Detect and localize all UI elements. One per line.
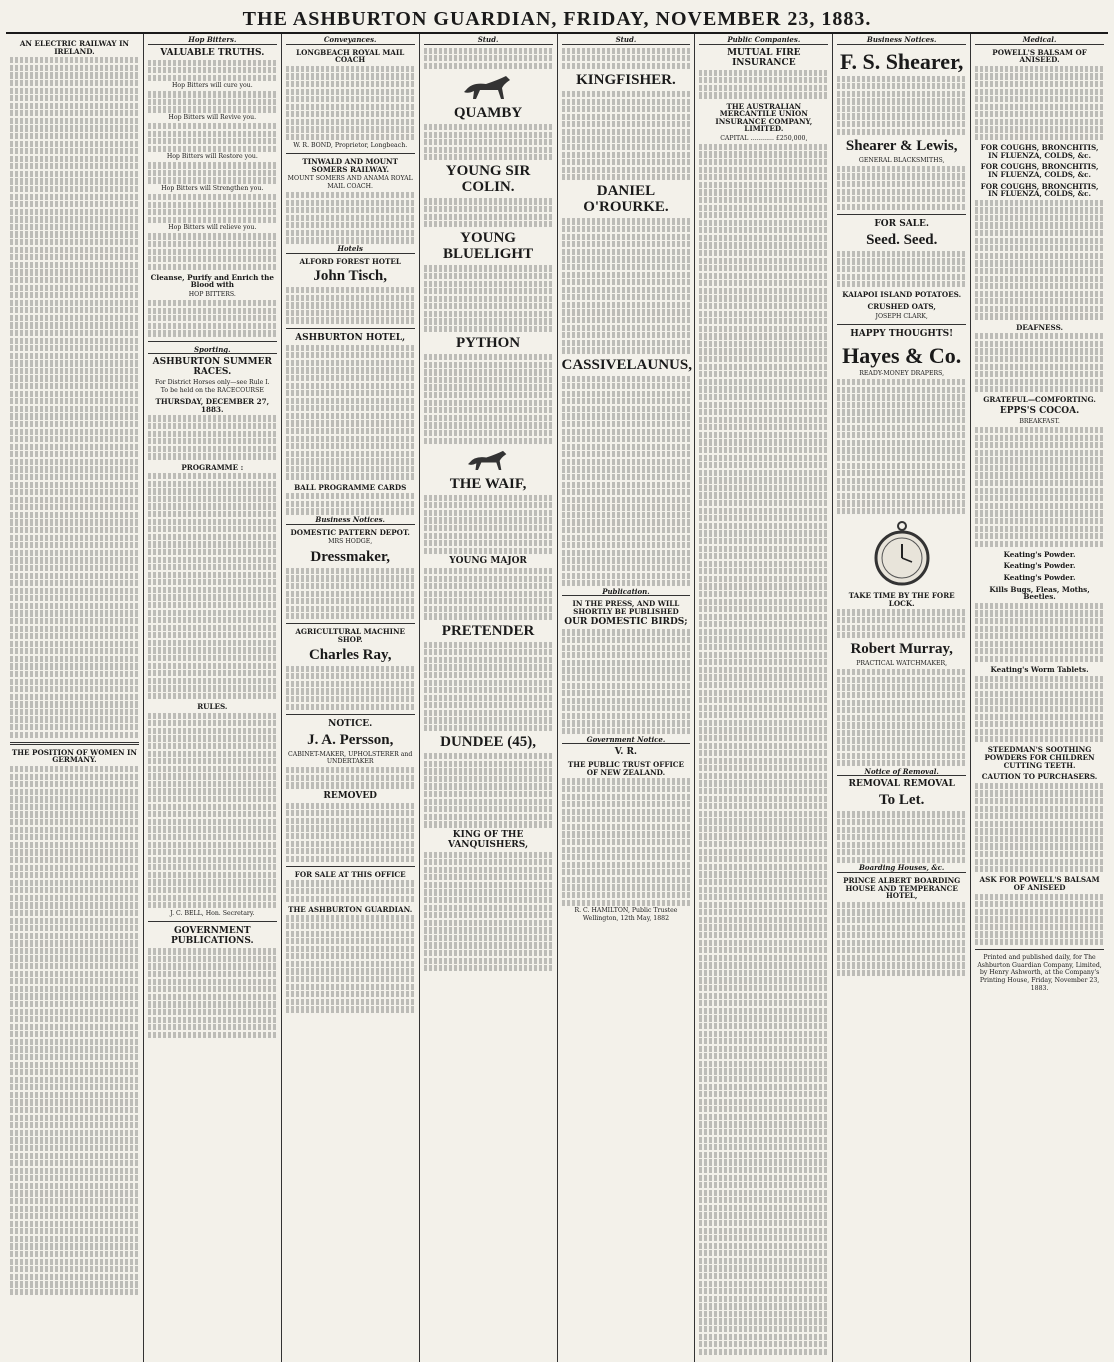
ad-body (837, 609, 966, 638)
ad-government-publications: GOVERNMENT PUBLICATIONS. (170, 926, 254, 947)
ad-body (837, 902, 966, 976)
horse-illustration (424, 72, 553, 102)
horse-illustration (424, 447, 553, 473)
ad-vanquishers: KING OF THE VANQUISHERS, (448, 829, 529, 850)
divider (286, 866, 415, 867)
column-header: Conveyances. (286, 36, 415, 45)
ad-body (286, 666, 415, 710)
ad-kaiapoi: KAIAPOI ISLAND POTATOES. (842, 290, 962, 300)
divider (286, 714, 415, 715)
ad-body (837, 166, 966, 210)
ad-body (975, 333, 1104, 392)
horse-icon (463, 447, 513, 473)
ad-young-bluelight: YOUNG BLUELIGHT (443, 230, 534, 263)
ad-body (699, 70, 828, 99)
ad-for-sale: FOR SALE. (874, 218, 930, 229)
ad-pretender: PRETENDER (441, 622, 535, 639)
ad-the-waif: THE WAIF, (449, 475, 527, 492)
ad-body (562, 218, 691, 353)
ad-breakfast: BREAKFAST. (1019, 418, 1060, 426)
ad-body (286, 66, 415, 140)
article-body-electric-railway (10, 57, 139, 738)
ad-coughs: FOR COUGHS, BRONCHITIS, IN FLUENZA, COLDS, &c. (980, 162, 1099, 179)
ad-ball-cards: BALL PROGRAMME CARDS (294, 482, 407, 492)
ad-body (837, 811, 966, 863)
ad-races-date: THURSDAY, DECEMBER 27, 1883. (155, 397, 270, 414)
ad-guardian: THE ASHBURTON GUARDIAN. (288, 904, 413, 914)
ad-races-held: To be held on the RACECOURSE (160, 386, 264, 394)
ad-dressmaker: Dressmaker, (310, 548, 390, 565)
column-8 (971, 34, 1108, 1362)
column-header: Business Notices. (837, 36, 966, 45)
ad-hayes-sub: READY-MONEY DRAPERS, (859, 370, 945, 378)
divider (148, 341, 277, 342)
column-header: Stud. (424, 36, 553, 45)
ad-for-sale-office: FOR SALE AT THIS OFFICE (294, 869, 406, 879)
article-body-women-germany (10, 766, 139, 1295)
column-header: Public Companies. (699, 36, 828, 45)
ad-body (286, 493, 415, 514)
ad-watchmaker: PRACTICAL WATCHMAKER, (856, 660, 948, 668)
ad-mutual-fire: MUTUAL FIRE INSURANCE (727, 47, 801, 68)
ad-prince-albert: PRINCE ALBERT BOARDING HOUSE AND TEMPERANCE HOTEL, (843, 876, 961, 901)
ad-body (148, 194, 277, 223)
ad-quamby: QUAMBY (453, 104, 523, 121)
ad-shearer-lewis: Shearer & Lewis, (845, 137, 958, 154)
section-header-hotels: Hotels (286, 245, 415, 254)
ad-body (424, 642, 553, 732)
ad-capital: CAPITAL ............ £250,000, (720, 134, 808, 142)
ad-body (975, 676, 1104, 743)
divider (148, 921, 277, 922)
ad-races: ASHBURTON SUMMER RACES. (152, 357, 272, 378)
ad-body (975, 200, 1104, 320)
ad-body (286, 192, 415, 244)
column-header: Hop Bitters. (148, 36, 277, 45)
column-1 (6, 34, 144, 1362)
ad-body (286, 345, 415, 480)
ad-mount-somers: TINWALD AND MOUNT SOMERS RAILWAY. (302, 157, 398, 174)
ad-to-let: To Let. (879, 792, 925, 809)
ad-wellington-date: Wellington, 12th May, 1882 (582, 914, 670, 922)
ad-caution: CAUTION TO PURCHASERS. (981, 772, 1098, 782)
ad-body (148, 713, 277, 909)
masthead: THE ASHBURTON GUARDIAN, FRIDAY, NOVEMBER 23, 1883. (6, 6, 1108, 34)
ad-shearer: F. S. Shearer, (840, 48, 964, 74)
ad-body (562, 778, 691, 905)
ad-robert-murray: Robert Murray, (850, 641, 953, 658)
ad-body (148, 123, 277, 152)
ad-body (975, 427, 1104, 547)
ad-crushed-oats: CRUSHED OATS, (867, 301, 936, 311)
divider (837, 324, 966, 325)
ad-body (562, 629, 691, 734)
ad-body (148, 948, 277, 1038)
section-header-boarding: Boarding Houses, &c. (837, 864, 966, 873)
ad-persson: J. A. Persson, (307, 731, 394, 748)
ad-rules: RULES. (197, 702, 228, 712)
section-header-government: Government Notice. (562, 736, 691, 745)
ad-john-tisch: John Tisch, (313, 268, 388, 285)
section-header-publication: Publication. (562, 588, 691, 597)
ad-body (424, 124, 553, 161)
ad-body (286, 915, 415, 1012)
ad-kingfisher: KINGFISHER. (576, 71, 676, 88)
divider (975, 949, 1104, 950)
ad-daniel-orourke: DANIEL O'ROURKE. (583, 183, 669, 216)
divider (286, 153, 415, 154)
ad-title-valuable-truths: VALUABLE TRUTHS. (160, 47, 265, 58)
ad-alford-hotel: ALFORD FOREST HOTEL (299, 256, 401, 266)
ad-body (424, 852, 553, 972)
ad-body (424, 354, 553, 444)
ad-pattern-depot: DOMESTIC PATTERN DEPOT. (290, 527, 410, 537)
column-7 (833, 34, 971, 1362)
ad-public-trustee-sign: R. C. HAMILTON, Public Trustee (574, 907, 678, 915)
section-header-sporting: Sporting. (148, 346, 277, 355)
ad-body (424, 753, 553, 827)
ad-body (148, 415, 277, 459)
ad-dundee: DUNDEE (45), (440, 734, 536, 751)
ad-seed: Seed. Seed. (866, 231, 938, 248)
article-title-electric-railway: AN ELECTRIC RAILWAY IN IRELAND. (19, 39, 130, 56)
ad-body (975, 603, 1104, 662)
ad-vr: V. R. (614, 747, 638, 758)
ad-keating: Keating's Powder. (1003, 561, 1076, 571)
ad-keating: Keating's Powder. (1003, 573, 1076, 583)
ad-deafness: DEAFNESS. (1016, 322, 1064, 332)
ad-powell-balsam: POWELL'S BALSAM OF ANISEED. (992, 47, 1087, 65)
ad-take-time: TAKE TIME BY THE FORE LOCK. (848, 591, 955, 608)
section-header-removal: Notice of Removal. (837, 768, 966, 777)
ad-body (148, 162, 277, 183)
ad-ashburton-hotel: ASHBURTON HOTEL, (295, 332, 406, 343)
ad-cleanse: Cleanse, Purify and Enrich the Blood with (150, 272, 274, 290)
ad-secretary: J. C. BELL, Hon. Secretary. (170, 909, 255, 917)
ad-coughs: FOR COUGHS, BRONCHITIS, IN FLUENZA, COLDS, &c. (980, 181, 1099, 199)
ad-body (837, 76, 966, 135)
column-6 (695, 34, 833, 1362)
ad-body (148, 300, 277, 337)
ad-mount-somers-coach: MOUNT SOMERS AND ANAMA ROYAL MAIL COACH. (287, 175, 413, 190)
divider (837, 214, 966, 215)
ad-races-sub: For District Horses only—see Rule I. (155, 379, 270, 387)
ad-body (975, 894, 1104, 946)
ad-longbeach-coach: LONGBEACH ROYAL MAIL COACH (296, 47, 405, 65)
ad-happy-thoughts: HAPPY THOUGHTS! (850, 329, 954, 340)
ad-domestic-birds: OUR DOMESTIC BIRDS; (564, 617, 688, 628)
ad-body (424, 265, 553, 332)
ad-body (424, 495, 553, 554)
ad-young-sir-colin: YOUNG SIR COLIN. (445, 163, 531, 196)
ad-body (424, 198, 553, 227)
ad-blacksmiths: GENERAL BLACKSMITHS, (858, 156, 945, 164)
horse-icon (458, 72, 518, 102)
ad-notice: NOTICE. (328, 718, 373, 729)
ad-body (148, 91, 277, 112)
divider (286, 623, 415, 624)
column-header: Medical. (975, 36, 1104, 45)
ad-in-the-press: IN THE PRESS, AND WILL SHORTLY BE PUBLISHED (572, 599, 680, 616)
watch-illustration (837, 518, 966, 588)
ad-body (562, 48, 691, 69)
divider (286, 328, 415, 329)
ad-body (975, 66, 1104, 140)
divider (10, 742, 139, 745)
ad-body (148, 473, 277, 699)
ad-line: Hop Bitters will Strengthen you. (161, 185, 264, 193)
ad-body (562, 376, 691, 587)
ad-removal: REMOVAL REMOVAL (848, 779, 955, 790)
ad-public-trust: THE PUBLIC TRUST OFFICE OF NEW ZEALAND. (567, 760, 685, 777)
ad-body (148, 60, 277, 81)
ad-body (837, 669, 966, 766)
ad-body (286, 568, 415, 620)
ad-grateful: GRATEFUL—COMFORTING. (983, 395, 1096, 405)
ad-body (148, 233, 277, 270)
ad-charles-ray: Charles Ray, (308, 646, 392, 663)
ad-line: Hop Bitters will Revive you. (168, 114, 257, 122)
ad-young-major: YOUNG MAJOR (449, 555, 527, 566)
ad-body (975, 783, 1104, 873)
ad-agricultural: AGRICULTURAL MACHINE SHOP. (295, 627, 406, 645)
ad-programme: PROGRAMME : (181, 462, 244, 472)
ad-worm-tablets: Keating's Worm Tablets. (990, 665, 1089, 675)
ad-body (286, 287, 415, 324)
ad-epps-cocoa: EPPS'S COCOA. (999, 406, 1080, 417)
ad-kills-bugs: Kills Bugs, Fleas, Moths, Beetles. (989, 584, 1090, 602)
column-3 (282, 34, 420, 1362)
column-2 (144, 34, 282, 1362)
ad-persson-sub: CABINET-MAKER, UPHOLSTERER and UNDERTAKER (288, 750, 413, 766)
columns (6, 34, 1108, 1362)
ad-body (286, 880, 415, 901)
ad-joseph-clark: JOSEPH CLARK, (875, 312, 928, 320)
ad-cleanse-sub: HOP BITTERS. (188, 291, 236, 299)
imprint-footer: Printed and published daily, for The Ashburton Guardian Company, Limited, by Henry Ashworth, at the Company's Printing House, Friday, November 23, 1883. (977, 954, 1102, 992)
article-title-women-germany: THE POSITION OF WOMEN IN GERMANY. (11, 747, 137, 765)
column-4 (420, 34, 558, 1362)
pocket-watch-icon (872, 518, 932, 588)
column-header: Stud. (562, 36, 691, 45)
ad-australian-mercantile: THE AUSTRALIAN MERCANTILE UNION INSURANCE COMPANY, LIMITED. (715, 101, 813, 134)
ad-body (699, 144, 828, 1355)
ad-proprietor: W. R. BOND, Proprietor, Longbeach. (293, 141, 408, 149)
ad-coughs: FOR COUGHS, BRONCHITIS, IN FLUENZA, COLDS, &c. (980, 143, 1099, 160)
column-5 (558, 34, 696, 1362)
ad-line: Hop Bitters will Restore you. (166, 153, 258, 161)
ad-line: Hop Bitters will cure you. (171, 82, 253, 90)
ad-hayes: Hayes & Co. (842, 343, 962, 369)
ad-body (424, 48, 553, 69)
ad-python: PYTHON (455, 335, 521, 352)
ad-ask-powell: ASK FOR POWELL'S BALSAM OF ANISEED (979, 875, 1100, 892)
ad-body (424, 568, 553, 620)
ad-hodge: MRS HODGE, (328, 538, 373, 546)
ad-body (562, 91, 691, 181)
ad-body (837, 379, 966, 514)
ad-line: Hop Bitters will relieve you. (168, 224, 257, 232)
ad-steedman: STEEDMAN'S SOOTHING POWDERS FOR CHILDREN CUTTING TEETH. (984, 745, 1095, 770)
section-header-business: Business Notices. (286, 516, 415, 525)
ad-removed: REMOVED (323, 790, 377, 801)
ad-body (286, 803, 415, 862)
ad-body (286, 767, 415, 788)
ad-keating: Keating's Powder. (1003, 549, 1076, 559)
ad-body (837, 251, 966, 288)
ad-cassivelaunus: CASSIVELAUNUS, (561, 356, 692, 373)
